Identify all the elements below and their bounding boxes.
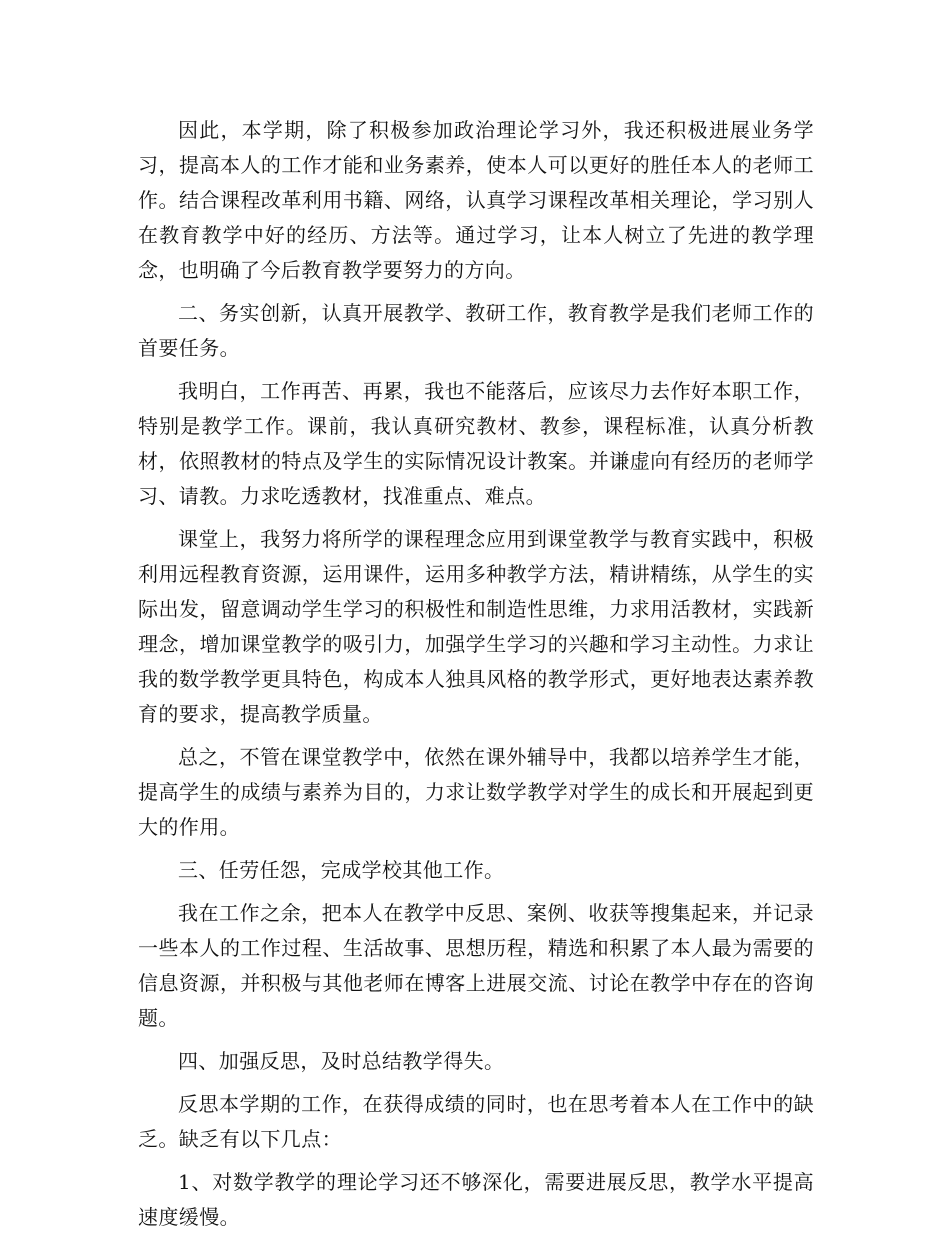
list-item-shortcoming-1: 1、对数学教学的理论学习还不够深化，需要进展反思，教学水平提高速度缓慢。 bbox=[138, 1170, 814, 1229]
paragraph-reflection: 反思本学期的工作，在获得成绩的同时，也在思考着本人在工作中的缺乏。缺乏有以下几点： bbox=[138, 1092, 814, 1151]
paragraph-study: 因此，本学期，除了积极参加政治理论学习外，我还积极进展业务学习，提高本人的工作才能和业务素养，使本人可以更好的胜任本人的老师工作。结合课程改革利用书籍、网络，认真学习课程改革相关理论，学习别人在教育教学中好的经历、方法等。通过学习，让本人树立了先进的教学理念，也明确了今后教育教学要努力的方向。 bbox=[138, 118, 814, 282]
paragraph-preparation: 我明白，工作再苦、再累，我也不能落后，应该尽力去作好本职工作，特别是教学工作。课前，我认真研究教材、教参，课程标准，认真分析教材，依照教材的特点及学生的实际情况设计教案。并谦虚向有经历的老师学习、请教。力求吃透教材，找准重点、难点。 bbox=[138, 379, 814, 508]
document-page bbox=[138, 113, 814, 1243]
paragraph-classroom: 课堂上，我努力将所学的课程理念应用到课堂教学与教育实践中，积极利用远程教育资源，运用课件，运用多种教学方法，精讲精练，从学生的实际出发，留意调动学生学习的积极性和制造性思维，力求用活教材，实践新理念，增加课堂教学的吸引力，加强学生学习的兴趣和学习主动性。力求让我的数学教学更具特色，构成本人独具风格的教学形式，更好地表达素养教育的要求，提高教学质量。 bbox=[138, 527, 814, 726]
paragraph-summary: 总之，不管在课堂教学中，依然在课外辅导中，我都以培养学生才能，提高学生的成绩与素养为目的，力求让数学教学对学生的成长和开展起到更大的作用。 bbox=[138, 745, 814, 839]
heading-section-3: 三、任劳任怨，完成学校其他工作。 bbox=[178, 858, 505, 882]
paragraph-collection: 我在工作之余，把本人在教学中反思、案例、收获等搜集起来，并记录一些本人的工作过程、生活故事、思想历程，精选和积累了本人最为需要的信息资源，并积极与其他老师在博客上进展交流、讨论在教学中存在的咨询题。 bbox=[138, 901, 814, 1030]
heading-section-2: 二、务实创新，认真开展教学、教研工作，教育教学是我们老师工作的首要任务。 bbox=[138, 301, 814, 360]
heading-section-4: 四、加强反思，及时总结教学得失。 bbox=[178, 1049, 505, 1073]
